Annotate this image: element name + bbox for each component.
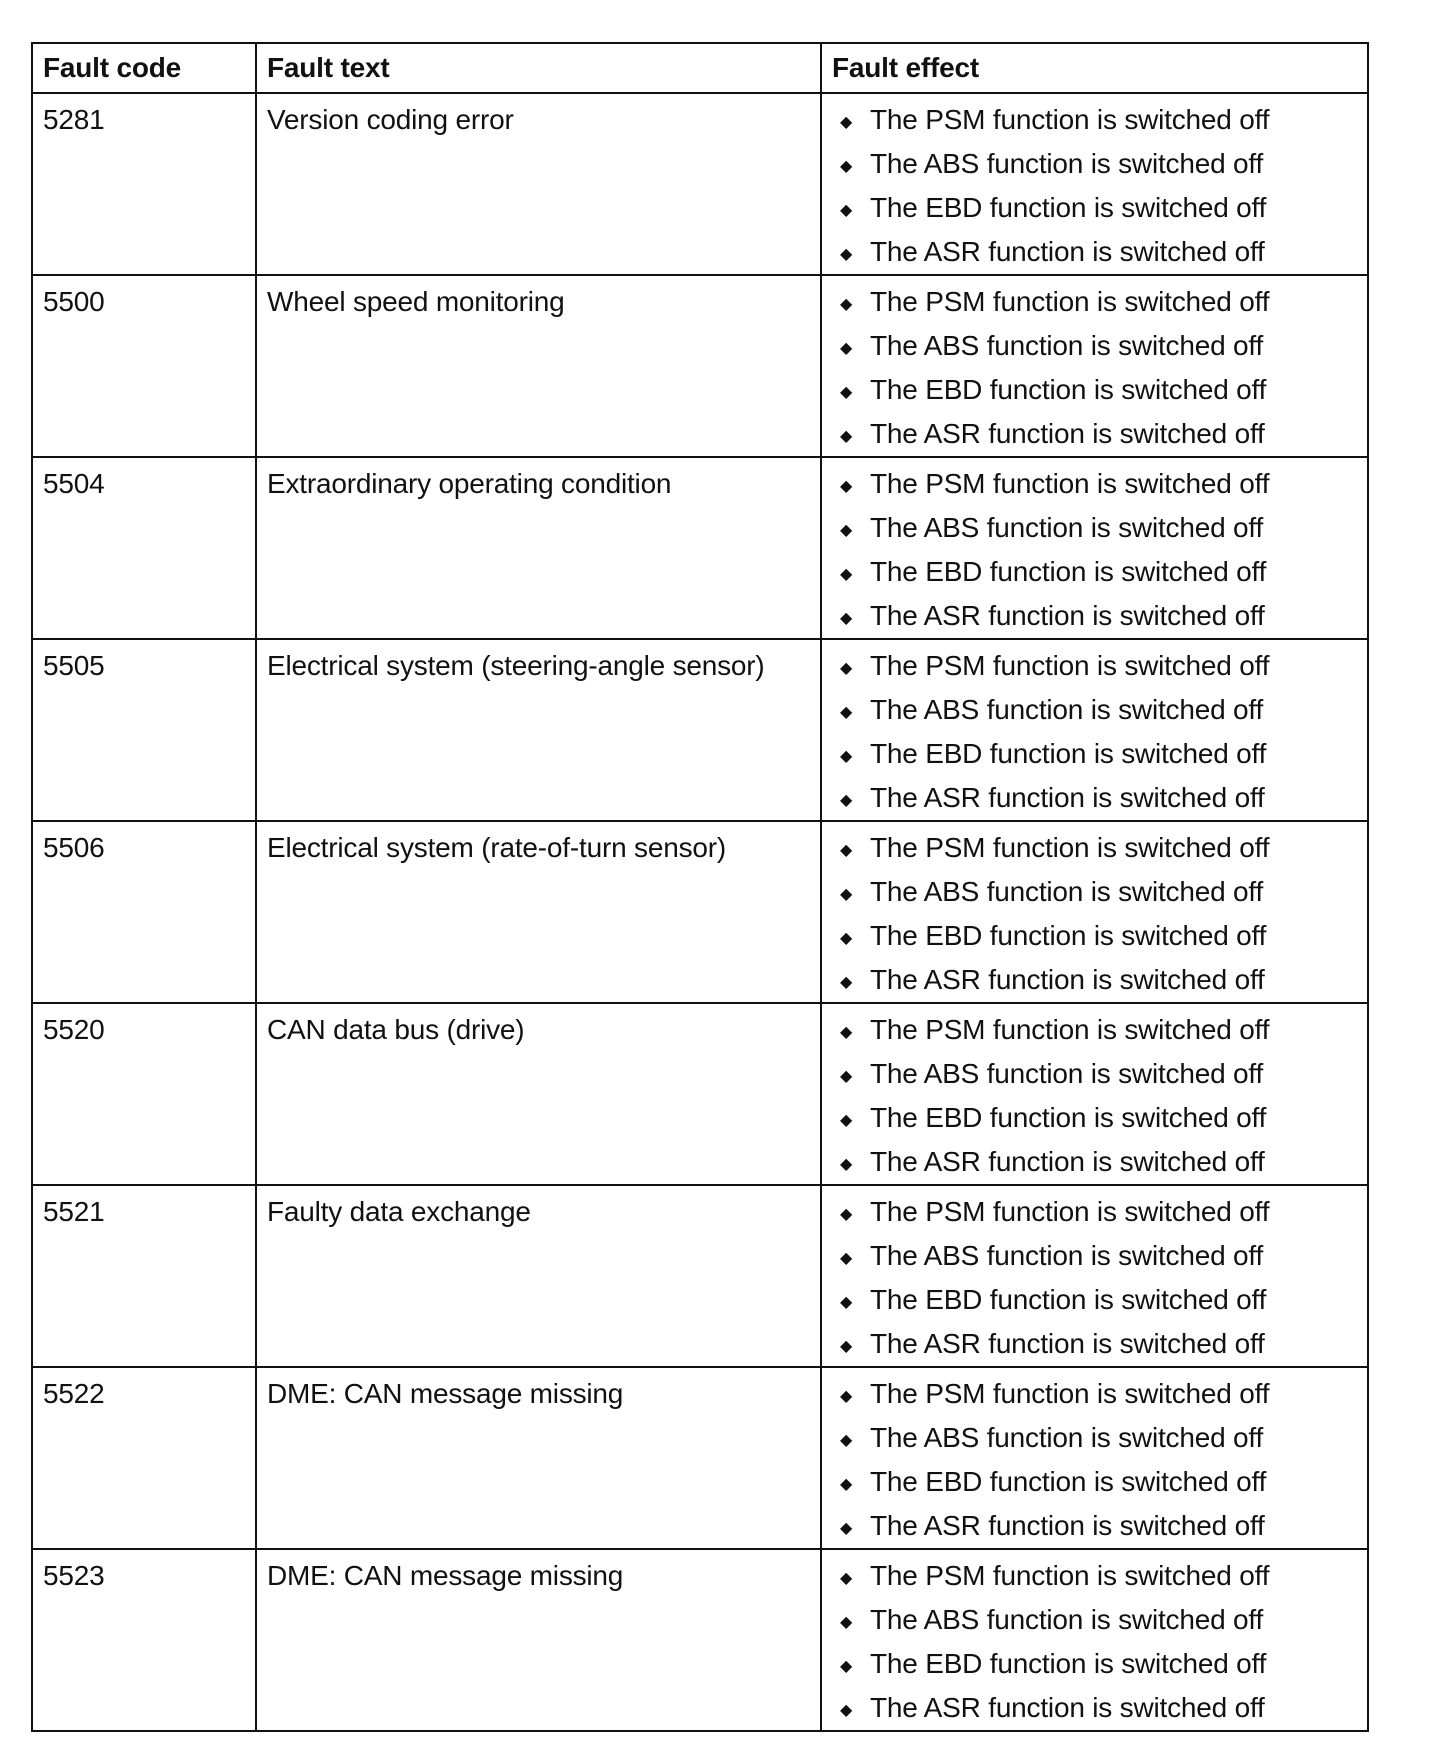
fault-effect-list — [832, 98, 1357, 274]
fault-effect-text: The ABS function is switched off — [870, 1604, 1264, 1635]
fault-code-cell: 5522 — [32, 1367, 256, 1549]
diamond-bullet-icon: ◆ — [840, 1658, 853, 1675]
diamond-bullet-icon: ◆ — [840, 1338, 853, 1355]
table-row — [32, 639, 1368, 821]
diamond-bullet-icon: ◆ — [840, 1250, 853, 1267]
fault-effect-list — [832, 644, 1357, 820]
diamond-bullet-icon: ◆ — [840, 246, 853, 263]
fault-code-cell: 5504 — [32, 457, 256, 639]
table-row — [32, 1549, 1368, 1731]
list-item — [832, 1008, 1357, 1052]
fault-effect-list — [832, 1190, 1357, 1366]
fault-effect-list — [832, 1554, 1357, 1730]
fault-effect-text: The EBD function is switched off — [870, 1648, 1267, 1679]
fault-effect-text: The EBD function is switched off — [870, 738, 1267, 769]
fault-effect-text: The ASR function is switched off — [870, 1328, 1265, 1359]
diamond-bullet-icon: ◆ — [840, 792, 853, 809]
fault-effect-text: The PSM function is switched off — [870, 104, 1270, 135]
fault-code-cell: 5500 — [32, 275, 256, 457]
list-item — [832, 462, 1357, 506]
fault-code-cell: 5505 — [32, 639, 256, 821]
diamond-bullet-icon: ◆ — [840, 522, 853, 539]
diamond-bullet-icon: ◆ — [840, 158, 853, 175]
fault-effect-text: The ABS function is switched off — [870, 148, 1264, 179]
list-item — [832, 1372, 1357, 1416]
fault-text-cell: Version coding error — [256, 93, 821, 275]
fault-effect-text: The EBD function is switched off — [870, 1466, 1267, 1497]
list-item — [832, 506, 1357, 550]
header-fault-code: Fault code — [32, 43, 256, 93]
diamond-bullet-icon: ◆ — [840, 610, 853, 627]
fault-effect-cell — [821, 639, 1368, 821]
diamond-bullet-icon: ◆ — [840, 296, 853, 313]
list-item — [832, 1460, 1357, 1504]
fault-effect-list — [832, 1372, 1357, 1548]
table-row — [32, 821, 1368, 1003]
list-item — [832, 1686, 1357, 1730]
diamond-bullet-icon: ◆ — [840, 1432, 853, 1449]
fault-text-cell: Extraordinary operating condition — [256, 457, 821, 639]
table-row — [32, 1367, 1368, 1549]
document-page — [31, 42, 1367, 1732]
fault-effect-text: The ASR function is switched off — [870, 1146, 1265, 1177]
diamond-bullet-icon: ◆ — [840, 202, 853, 219]
fault-effect-text: The PSM function is switched off — [870, 286, 1270, 317]
fault-effect-text: The ABS function is switched off — [870, 1058, 1264, 1089]
fault-effect-text: The PSM function is switched off — [870, 1378, 1270, 1409]
fault-text-cell: Faulty data exchange — [256, 1185, 821, 1367]
list-item — [832, 1642, 1357, 1686]
fault-effect-text: The ASR function is switched off — [870, 782, 1265, 813]
list-item — [832, 914, 1357, 958]
list-item — [832, 142, 1357, 186]
diamond-bullet-icon: ◆ — [840, 974, 853, 991]
diamond-bullet-icon: ◆ — [840, 748, 853, 765]
fault-effect-cell — [821, 1367, 1368, 1549]
list-item — [832, 550, 1357, 594]
header-row — [32, 43, 1368, 93]
list-item — [832, 368, 1357, 412]
diamond-bullet-icon: ◆ — [840, 384, 853, 401]
fault-code-cell: 5281 — [32, 93, 256, 275]
fault-effect-text: The ASR function is switched off — [870, 236, 1265, 267]
list-item — [832, 1140, 1357, 1184]
fault-effect-cell — [821, 821, 1368, 1003]
fault-code-table — [31, 42, 1369, 1732]
fault-effect-text: The EBD function is switched off — [870, 1284, 1267, 1315]
fault-effect-text: The EBD function is switched off — [870, 1102, 1267, 1133]
fault-text-cell: DME: CAN message missing — [256, 1549, 821, 1731]
fault-effect-text: The PSM function is switched off — [870, 468, 1270, 499]
diamond-bullet-icon: ◆ — [840, 1520, 853, 1537]
diamond-bullet-icon: ◆ — [840, 886, 853, 903]
fault-code-cell: 5521 — [32, 1185, 256, 1367]
list-item — [832, 230, 1357, 274]
diamond-bullet-icon: ◆ — [840, 1570, 853, 1587]
fault-text-cell: DME: CAN message missing — [256, 1367, 821, 1549]
list-item — [832, 1554, 1357, 1598]
fault-effect-text: The ABS function is switched off — [870, 512, 1264, 543]
diamond-bullet-icon: ◆ — [840, 1112, 853, 1129]
fault-text-cell: Electrical system (rate-of-turn sensor) — [256, 821, 821, 1003]
list-item — [832, 958, 1357, 1002]
fault-effect-text: The PSM function is switched off — [870, 1014, 1270, 1045]
table-row — [32, 275, 1368, 457]
list-item — [832, 98, 1357, 142]
diamond-bullet-icon: ◆ — [840, 1476, 853, 1493]
fault-effect-cell — [821, 457, 1368, 639]
list-item — [832, 688, 1357, 732]
diamond-bullet-icon: ◆ — [840, 1388, 853, 1405]
header-fault-effect: Fault effect — [821, 43, 1368, 93]
fault-effect-text: The PSM function is switched off — [870, 832, 1270, 863]
fault-effect-list — [832, 826, 1357, 1002]
list-item — [832, 644, 1357, 688]
diamond-bullet-icon: ◆ — [840, 1206, 853, 1223]
list-item — [832, 186, 1357, 230]
list-item — [832, 732, 1357, 776]
list-item — [832, 324, 1357, 368]
list-item — [832, 1096, 1357, 1140]
list-item — [832, 594, 1357, 638]
fault-effect-list — [832, 1008, 1357, 1184]
table-row — [32, 93, 1368, 275]
fault-effect-text: The PSM function is switched off — [870, 650, 1270, 681]
table-row — [32, 1185, 1368, 1367]
diamond-bullet-icon: ◆ — [840, 478, 853, 495]
diamond-bullet-icon: ◆ — [840, 114, 853, 131]
diamond-bullet-icon: ◆ — [840, 930, 853, 947]
fault-text-cell: Electrical system (steering-angle sensor) — [256, 639, 821, 821]
fault-text-cell: CAN data bus (drive) — [256, 1003, 821, 1185]
fault-effect-text: The EBD function is switched off — [870, 374, 1267, 405]
fault-effect-text: The ABS function is switched off — [870, 876, 1264, 907]
diamond-bullet-icon: ◆ — [840, 340, 853, 357]
diamond-bullet-icon: ◆ — [840, 1294, 853, 1311]
fault-effect-cell — [821, 1549, 1368, 1731]
list-item — [832, 776, 1357, 820]
table-header — [32, 43, 1368, 93]
fault-text-cell: Wheel speed monitoring — [256, 275, 821, 457]
fault-effect-text: The ABS function is switched off — [870, 1422, 1264, 1453]
table-row — [32, 1003, 1368, 1185]
table-body — [32, 93, 1368, 1731]
fault-effect-text: The ASR function is switched off — [870, 1510, 1265, 1541]
diamond-bullet-icon: ◆ — [840, 842, 853, 859]
fault-code-cell: 5520 — [32, 1003, 256, 1185]
fault-effect-list — [832, 280, 1357, 456]
list-item — [832, 1052, 1357, 1096]
fault-effect-text: The PSM function is switched off — [870, 1196, 1270, 1227]
list-item — [832, 826, 1357, 870]
diamond-bullet-icon: ◆ — [840, 704, 853, 721]
fault-effect-cell — [821, 275, 1368, 457]
diamond-bullet-icon: ◆ — [840, 1068, 853, 1085]
diamond-bullet-icon: ◆ — [840, 1156, 853, 1173]
list-item — [832, 1416, 1357, 1460]
list-item — [832, 870, 1357, 914]
fault-effect-text: The ABS function is switched off — [870, 330, 1264, 361]
list-item — [832, 1598, 1357, 1642]
fault-effect-text: The EBD function is switched off — [870, 192, 1267, 223]
fault-code-cell: 5523 — [32, 1549, 256, 1731]
diamond-bullet-icon: ◆ — [840, 1702, 853, 1719]
list-item — [832, 1190, 1357, 1234]
header-fault-text: Fault text — [256, 43, 821, 93]
fault-effect-text: The ASR function is switched off — [870, 418, 1265, 449]
list-item — [832, 1234, 1357, 1278]
fault-effect-cell — [821, 93, 1368, 275]
fault-effect-list — [832, 462, 1357, 638]
fault-effect-cell — [821, 1003, 1368, 1185]
table-row — [32, 457, 1368, 639]
diamond-bullet-icon: ◆ — [840, 1024, 853, 1041]
fault-effect-cell — [821, 1185, 1368, 1367]
fault-effect-text: The ASR function is switched off — [870, 600, 1265, 631]
list-item — [832, 412, 1357, 456]
fault-effect-text: The ASR function is switched off — [870, 1692, 1265, 1723]
list-item — [832, 1278, 1357, 1322]
fault-code-cell: 5506 — [32, 821, 256, 1003]
fault-effect-text: The ASR function is switched off — [870, 964, 1265, 995]
fault-effect-text: The ABS function is switched off — [870, 1240, 1264, 1271]
fault-effect-text: The EBD function is switched off — [870, 920, 1267, 951]
diamond-bullet-icon: ◆ — [840, 428, 853, 445]
fault-effect-text: The ABS function is switched off — [870, 694, 1264, 725]
list-item — [832, 280, 1357, 324]
diamond-bullet-icon: ◆ — [840, 660, 853, 677]
diamond-bullet-icon: ◆ — [840, 1614, 853, 1631]
diamond-bullet-icon: ◆ — [840, 566, 853, 583]
list-item — [832, 1504, 1357, 1548]
fault-effect-text: The PSM function is switched off — [870, 1560, 1270, 1591]
fault-effect-text: The EBD function is switched off — [870, 556, 1267, 587]
list-item — [832, 1322, 1357, 1366]
